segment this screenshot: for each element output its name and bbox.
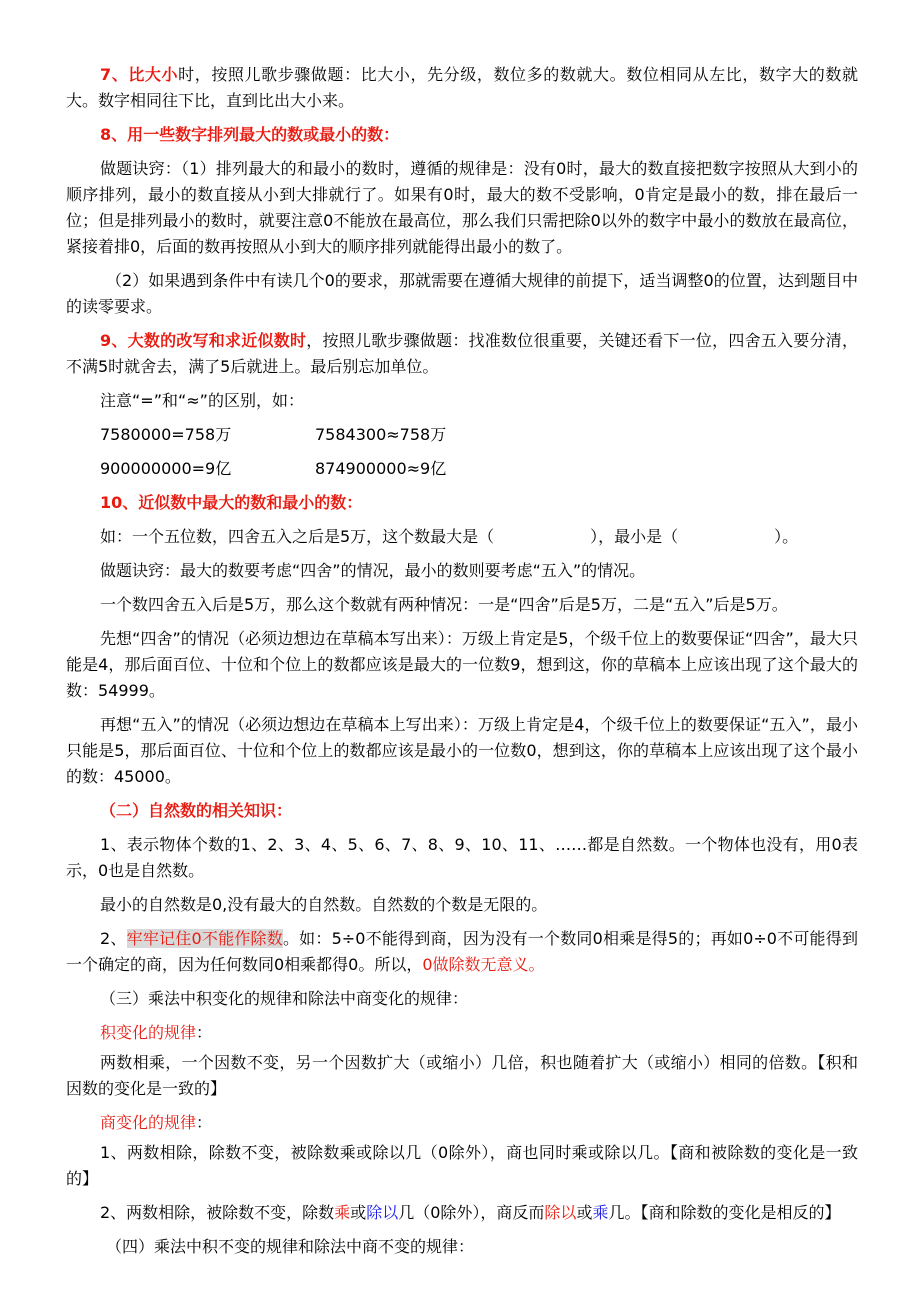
section-10-five-up: 再想“五入”的情况（必须边想边在草稿本上写出来）：万级上肯定是4，个级千位上的数要保证“五入”，最小只能是5，那后面百位、十位和个位上的数都应该是最小的一位数0，想到这，你的草稿本上应该出现了这个最小的数：45000。 [66, 715, 858, 786]
equation-row-2 [66, 456, 858, 482]
section-9-heading: 9、大数的改写和求近似数时 [100, 331, 307, 350]
natural-number-2-text: 。如：5÷0不能得到商，因为没有一个数同0相乘是得5的；再如0÷0不可能得到一个确定的商，因为任何数同0相乘都得0。所以， [66, 929, 858, 974]
product-rule-text: 两数相乘，一个因数不变，另一个因数扩大（或缩小）几倍，积也随着扩大（或缩小）相同的倍数。【积和因数的变化是一致的】 [66, 1053, 858, 1098]
section-7-text: 时，按照儿歌步骤做题：比大小，先分级，数位多的数就大。数位相同从左比，数字大的数就大。数字相同往下比，直到比出大小来。 [66, 65, 858, 110]
section-8-heading: 8、用一些数字排列最大的数或最小的数： [100, 125, 400, 144]
quotient-rule-colon: ： [196, 1113, 213, 1132]
quotient-rule-heading-line [66, 1110, 858, 1136]
quotient-rule-2 [66, 1200, 858, 1226]
qr2-text-5: 几。【商和除数的变化是相反的】 [608, 1203, 841, 1222]
part-3-heading: （三）乘法中积变化的规律和除法中商变化的规律： [100, 989, 469, 1008]
qr2-text-2: 或 [350, 1203, 367, 1222]
natural-number-2-index: 2、 [100, 929, 127, 948]
section-7-paragraph [66, 62, 858, 114]
equation-approx-2: 874900000≈9亿 [315, 459, 447, 478]
section-9-text: ，按照儿歌步骤做题：找准数位很重要，关键还看下一位，四舍五入要分清，不满5时就舍去，满了5后就进上。最后别忘加单位。 [66, 331, 858, 376]
qr2-text-3: 几（0除外），商反而 [398, 1203, 545, 1222]
product-rule-heading-line [66, 1020, 858, 1046]
natural-number-1: 1、表示物体个数的1、2、3、4、5、6、7、8、9、10、11、……都是自然数。一个物体也没有，用0表示，0也是自然数。 [66, 835, 858, 880]
section-7-heading: 7、比大小 [100, 65, 179, 84]
section-8-tip-2: （2）如果遇到条件中有读几个0的要求，那就需要在遵循大规律的前提下，适当调整0的位置，达到题目中的读零要求。 [66, 271, 858, 316]
section-10-cases: 一个数四舍五入后是5万，那么这个数就有两种情况：一是“四舍”后是5万，二是“五入”后是5万。 [100, 595, 788, 614]
product-rule-heading: 积变化的规律 [100, 1023, 197, 1042]
section-10-four-down: 先想“四舍”的情况（必须边想边在草稿本写出来）：万级上肯定是5，个级千位上的数要保证“四舍”，最大只能是4，那后面百位、十位和个位上的数都应该是最大的一位数9，想到这，你的草稿本上应该出现了这个最大的数：54999。 [66, 629, 858, 700]
zero-divisor-conclusion: 0做除数无意义。 [422, 955, 545, 974]
qr2-text-4: 或 [576, 1203, 593, 1222]
qr2-text-1: 2、两数相除，被除数不变，除数 [100, 1203, 335, 1222]
quotient-rule-heading: 商变化的规律 [100, 1113, 197, 1132]
equation-exact-2: 900000000=9亿 [100, 459, 232, 478]
qr2-divide-2: 除以 [544, 1203, 577, 1222]
equation-row-1 [66, 422, 858, 448]
section-9-paragraph [66, 328, 858, 380]
equation-exact-1: 7580000=758万 [100, 425, 232, 444]
qr2-multiply-2: 乘 [592, 1203, 609, 1222]
qr2-divide-1: 除以 [366, 1203, 399, 1222]
quotient-rule-1: 1、两数相除，除数不变，被除数乘或除以几（0除外），商也同时乘或除以几。【商和被除数的变化是一致的】 [66, 1143, 858, 1188]
natural-number-min: 最小的自然数是0,没有最大的自然数。自然数的个数是无限的。 [100, 895, 548, 914]
part-4-heading: （四）乘法中积不变的规律和除法中商不变的规律： [106, 1237, 475, 1256]
section-10-heading: 10、近似数中最大的数和最小的数： [100, 493, 363, 512]
product-rule-colon: ： [196, 1023, 213, 1042]
natural-number-2 [66, 926, 858, 978]
section-10-example: 如：一个五位数，四舍五入之后是5万，这个数最大是（ ），最小是（ ）。 [100, 527, 799, 546]
equation-approx-1: 7584300≈758万 [315, 425, 447, 444]
note-line: 注意“=”和“≈”的区别，如： [100, 391, 304, 410]
part-2-heading: （二）自然数的相关知识： [100, 801, 293, 820]
section-10-tip: 做题诀窍：最大的数要考虑“四舍”的情况，最小的数则要考虑“五入”的情况。 [100, 561, 646, 580]
qr2-multiply-1: 乘 [334, 1203, 351, 1222]
section-8-tip-1: 做题诀窍：（1）排列最大的和最小的数时，遵循的规律是：没有0时，最大的数直接把数字按照从大到小的顺序排列，最小的数直接从小到大排就行了。如果有0时，最大的数不受影响，0肯定是最小的数，排在最后一位；但是排列最小的数时，就要注意0不能放在最高位，那么我们只需把除0以外的数字中最小的数放在最高位，紧接着排0，后面的数再按照从小到大的顺序排列就能得出最小的数了。 [66, 159, 858, 256]
document-page [66, 62, 858, 1268]
zero-divisor-highlight: 牢牢记住0不能作除数 [126, 929, 283, 948]
